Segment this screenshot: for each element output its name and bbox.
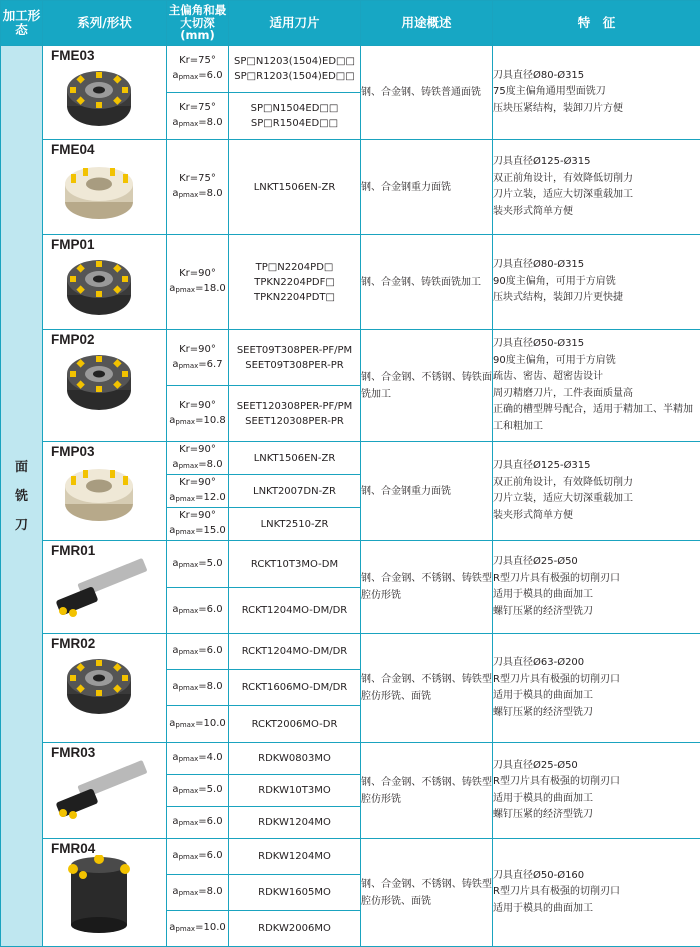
feature-line: R型刀片具有极强的切削刃口 — [493, 672, 700, 689]
max-depth: $a_{pmax}=6.0$ — [167, 68, 228, 85]
insert-cell — [229, 839, 361, 875]
series-code: FMP03 — [51, 444, 95, 459]
insert-cell — [229, 93, 361, 140]
max-depth-value: 6.0 — [207, 850, 223, 861]
feature-line: 螺钉压紧的经济型铣刀 — [493, 705, 700, 722]
feature-line: R型刀片具有极强的切削刃口 — [493, 774, 700, 791]
header-series: 系列/形状 — [43, 1, 167, 46]
feature-line: 装夹形式简单方便 — [493, 508, 700, 525]
angle-cell — [167, 706, 229, 743]
lead-angle: Kr=90° — [167, 475, 228, 490]
insert-code: RCKT1204MO-DM/DR — [229, 644, 360, 659]
lead-angle: Kr=90° — [167, 508, 228, 523]
max-depth: $a_{pmax}=8.0$ — [167, 115, 228, 132]
feature-cell — [493, 442, 700, 541]
insert-code: SP□N1504ED□□ — [229, 101, 360, 116]
max-depth-value: 8.0 — [207, 886, 223, 897]
insert-code: RDKW1204MO — [229, 815, 360, 830]
insert-code: RDKW0803MO — [229, 751, 360, 766]
insert-code: TP□N2204PD□ — [229, 260, 360, 275]
max-depth: $a_{pmax}=12.0$ — [167, 490, 228, 507]
feature-line: 适用于模具的曲面加工 — [493, 901, 700, 918]
feature-line: 90度主偏角，可用于方肩铣 — [493, 274, 700, 291]
use-cell: 钢、合金钢重力面铣 — [361, 442, 493, 541]
insert-cell — [229, 743, 361, 775]
max-depth-value: 18.0 — [203, 283, 225, 294]
use-cell: 钢、合金钢、不锈钢、铸铁型腔仿形铣、面铣 — [361, 839, 493, 947]
max-depth-value: 12.0 — [203, 492, 225, 503]
feature-line: 刀具直径Ø125-Ø315 — [493, 458, 700, 475]
max-depth: $a_{pmax}=10.8$ — [167, 413, 228, 430]
max-depth: $a_{pmax}=10.0$ — [167, 716, 228, 733]
header-insert: 适用刀片 — [229, 1, 361, 46]
insert-cell — [229, 508, 361, 541]
feature-cell — [493, 634, 700, 743]
angle-cell — [167, 839, 229, 875]
angle-cell — [167, 775, 229, 807]
feature-line: 刀片立装，适应大切深重载加工 — [493, 491, 700, 508]
feature-line: 刀具直径Ø80-Ø315 — [493, 68, 700, 85]
form-category: 面 铣 刀 — [1, 46, 43, 947]
max-depth-value: 5.0 — [207, 558, 223, 569]
feature-line: 周刃精磨刀片，工件表面质量高 — [493, 386, 700, 403]
use-cell: 钢、合金钢、铸铁面铣加工 — [361, 235, 493, 330]
angle-cell — [167, 743, 229, 775]
header-form: 加工形态 — [1, 1, 43, 46]
feature-cell — [493, 140, 700, 235]
max-depth: $a_{pmax}=18.0$ — [167, 281, 228, 298]
insert-cell — [229, 442, 361, 475]
lead-angle: Kr=90° — [167, 266, 228, 281]
max-depth: $a_{pmax}=6.0$ — [167, 848, 228, 865]
insert-cell — [229, 875, 361, 911]
max-depth-value: 5.0 — [207, 784, 223, 795]
insert-code: RCKT10T3MO-DM — [229, 557, 360, 572]
series-code: FMP02 — [51, 332, 95, 347]
insert-code: RCKT1606MO-DM/DR — [229, 680, 360, 695]
series-code: FMR01 — [51, 543, 95, 558]
use-cell: 钢、合金钢重力面铣 — [361, 140, 493, 235]
insert-code: SEET120308PER-PF/PM — [229, 399, 360, 414]
insert-cell — [229, 775, 361, 807]
table-row — [1, 235, 700, 330]
table-row — [1, 46, 700, 93]
feature-line: 压块压紧结构，装卸刀片方便 — [493, 101, 700, 118]
insert-code: LNKT2007DN-ZR — [229, 484, 360, 499]
angle-cell — [167, 235, 229, 330]
use-cell: 钢、合金钢、不锈钢、铸铁型腔仿形铣 — [361, 541, 493, 634]
insert-cell — [229, 330, 361, 386]
max-depth-value: 6.0 — [207, 604, 223, 615]
max-depth-value: 8.0 — [207, 117, 223, 128]
header-angle: 主偏角和最大切深(mm) — [167, 1, 229, 46]
angle-cell — [167, 588, 229, 634]
lead-angle: Kr=75° — [167, 100, 228, 115]
insert-cell — [229, 670, 361, 706]
use-cell: 钢、合金钢、不锈钢、铸铁型腔仿形铣、面铣 — [361, 634, 493, 743]
max-depth-value: 10.0 — [203, 922, 225, 933]
lead-angle: Kr=90° — [167, 342, 228, 357]
insert-cell — [229, 475, 361, 508]
angle-cell — [167, 475, 229, 508]
series-code: FMR04 — [51, 841, 95, 856]
series-cell — [43, 743, 167, 839]
lead-angle: Kr=75° — [167, 171, 228, 186]
max-depth: $a_{pmax}=6.0$ — [167, 814, 228, 831]
max-depth: $a_{pmax}=15.0$ — [167, 523, 228, 540]
table-row — [1, 330, 700, 386]
max-depth: $a_{pmax}=6.0$ — [167, 602, 228, 619]
angle-cell — [167, 93, 229, 140]
feature-cell — [493, 839, 700, 947]
feature-line: 正确的槽型牌号配合，适用于精加工、半精加工和粗加工 — [493, 402, 700, 435]
angle-cell — [167, 46, 229, 93]
angle-cell — [167, 634, 229, 670]
max-depth-value: 6.0 — [207, 645, 223, 656]
table-row — [1, 839, 700, 875]
insert-code: LNKT2510-ZR — [229, 517, 360, 532]
table-row — [1, 634, 700, 670]
feature-line: 刀具直径Ø50-Ø160 — [493, 868, 700, 885]
feature-line: 刀具直径Ø50-Ø315 — [493, 336, 700, 353]
angle-cell — [167, 541, 229, 588]
insert-cell — [229, 386, 361, 442]
max-depth: $a_{pmax}=8.0$ — [167, 457, 228, 474]
feature-cell — [493, 46, 700, 140]
series-code: FMR02 — [51, 636, 95, 651]
insert-code: SP□R1203(1504)ED□□ — [229, 69, 360, 84]
max-depth: $a_{pmax}=8.0$ — [167, 186, 228, 203]
angle-cell — [167, 911, 229, 947]
series-cell — [43, 140, 167, 235]
insert-code: LNKT1506EN-ZR — [229, 180, 360, 195]
angle-cell — [167, 807, 229, 839]
angle-cell — [167, 140, 229, 235]
max-depth: $a_{pmax}=4.0$ — [167, 750, 228, 767]
feature-line: 适用于模具的曲面加工 — [493, 688, 700, 705]
insert-cell — [229, 807, 361, 839]
feature-line: 压块式结构，装卸刀片更快捷 — [493, 290, 700, 307]
insert-cell — [229, 911, 361, 947]
feature-line: 螺钉压紧的经济型铣刀 — [493, 807, 700, 824]
lead-angle: Kr=90° — [167, 398, 228, 413]
max-depth-value: 8.0 — [207, 459, 223, 470]
angle-cell — [167, 386, 229, 442]
insert-code: SP□N1203(1504)ED□□ — [229, 54, 360, 69]
header-use: 用途概述 — [361, 1, 493, 46]
catalog-body — [1, 46, 700, 947]
feature-line: R型刀片具有极强的切削刃口 — [493, 884, 700, 901]
insert-code: RDKW10T3MO — [229, 783, 360, 798]
table-row — [1, 541, 700, 588]
max-depth-value: 10.8 — [203, 415, 225, 426]
insert-cell — [229, 634, 361, 670]
use-cell: 钢、合金钢、不锈钢、铸铁面铣加工 — [361, 330, 493, 442]
max-depth-value: 8.0 — [207, 188, 223, 199]
insert-cell — [229, 235, 361, 330]
max-depth: $a_{pmax}=8.0$ — [167, 679, 228, 696]
header-row — [1, 1, 700, 46]
insert-cell — [229, 706, 361, 743]
series-cell — [43, 839, 167, 947]
table-row — [1, 743, 700, 775]
max-depth: $a_{pmax}=6.7$ — [167, 357, 228, 374]
feature-line: 75度主偏角通用型面铣刀 — [493, 84, 700, 101]
use-cell: 钢、合金钢、不锈钢、铸铁型腔仿形铣 — [361, 743, 493, 839]
insert-code: SEET120308PER-PR — [229, 414, 360, 429]
max-depth: $a_{pmax}=6.0$ — [167, 643, 228, 660]
insert-code: RCKT2006MO-DR — [229, 717, 360, 732]
angle-cell — [167, 330, 229, 386]
series-cell — [43, 46, 167, 140]
insert-cell — [229, 140, 361, 235]
series-code: FME03 — [51, 48, 95, 63]
feature-cell — [493, 541, 700, 634]
insert-code: RDKW1204MO — [229, 849, 360, 864]
max-depth-value: 4.0 — [207, 752, 223, 763]
feature-line: 刀具直径Ø25-Ø50 — [493, 554, 700, 571]
lead-angle: Kr=75° — [167, 53, 228, 68]
max-depth: $a_{pmax}=5.0$ — [167, 782, 228, 799]
feature-line: 刀具直径Ø25-Ø50 — [493, 758, 700, 775]
feature-line: 疏齿、密齿、超密齿设计 — [493, 369, 700, 386]
angle-cell — [167, 508, 229, 541]
max-depth-value: 10.0 — [203, 718, 225, 729]
insert-code: SEET09T308PER-PF/PM — [229, 343, 360, 358]
header-feature: 特 征 — [493, 1, 700, 46]
max-depth-value: 8.0 — [207, 681, 223, 692]
feature-line: 适用于模具的曲面加工 — [493, 791, 700, 808]
max-depth-value: 6.7 — [207, 359, 223, 370]
insert-code: RDKW2006MO — [229, 921, 360, 936]
table-row — [1, 140, 700, 235]
insert-code: TPKN2204PDT□ — [229, 290, 360, 305]
insert-code: TPKN2204PDF□ — [229, 275, 360, 290]
max-depth: $a_{pmax}=10.0$ — [167, 920, 228, 937]
feature-line: 双正前角设计，有效降低切削力 — [493, 171, 700, 188]
series-cell — [43, 442, 167, 541]
series-cell — [43, 541, 167, 634]
angle-cell — [167, 875, 229, 911]
series-cell — [43, 634, 167, 743]
insert-code: SP□R1504ED□□ — [229, 116, 360, 131]
feature-line: 90度主偏角，可用于方肩铣 — [493, 353, 700, 370]
max-depth-value: 6.0 — [207, 816, 223, 827]
series-code: FMR03 — [51, 745, 95, 760]
feature-cell — [493, 743, 700, 839]
feature-line: 刀片立装，适应大切深重载加工 — [493, 187, 700, 204]
insert-cell — [229, 46, 361, 93]
feature-line: 适用于模具的曲面加工 — [493, 587, 700, 604]
max-depth-value: 6.0 — [207, 70, 223, 81]
feature-line: 螺钉压紧的经济型铣刀 — [493, 604, 700, 621]
insert-code: RCKT1204MO-DM/DR — [229, 603, 360, 618]
feature-line: 刀具直径Ø63-Ø200 — [493, 655, 700, 672]
angle-cell — [167, 670, 229, 706]
table-row — [1, 442, 700, 475]
max-depth: $a_{pmax}=5.0$ — [167, 556, 228, 573]
series-cell — [43, 235, 167, 330]
feature-line: 刀具直径Ø80-Ø315 — [493, 257, 700, 274]
feature-line: 刀具直径Ø125-Ø315 — [493, 154, 700, 171]
feature-line: 装夹形式简单方便 — [493, 204, 700, 221]
insert-code: LNKT1506EN-ZR — [229, 451, 360, 466]
series-code: FMP01 — [51, 237, 95, 252]
insert-cell — [229, 588, 361, 634]
feature-cell — [493, 330, 700, 442]
max-depth: $a_{pmax}=8.0$ — [167, 884, 228, 901]
use-cell: 钢、合金钢、铸铁普通面铣 — [361, 46, 493, 140]
feature-line: R型刀片具有极强的切削刃口 — [493, 571, 700, 588]
insert-code: SEET09T308PER-PR — [229, 358, 360, 373]
feature-cell — [493, 235, 700, 330]
angle-cell — [167, 442, 229, 475]
feature-line: 双正前角设计，有效降低切削力 — [493, 475, 700, 492]
insert-code: RDKW1605MO — [229, 885, 360, 900]
series-code: FME04 — [51, 142, 95, 157]
insert-cell — [229, 541, 361, 588]
series-cell — [43, 330, 167, 442]
lead-angle: Kr=90° — [167, 442, 228, 457]
max-depth-value: 15.0 — [203, 525, 225, 536]
